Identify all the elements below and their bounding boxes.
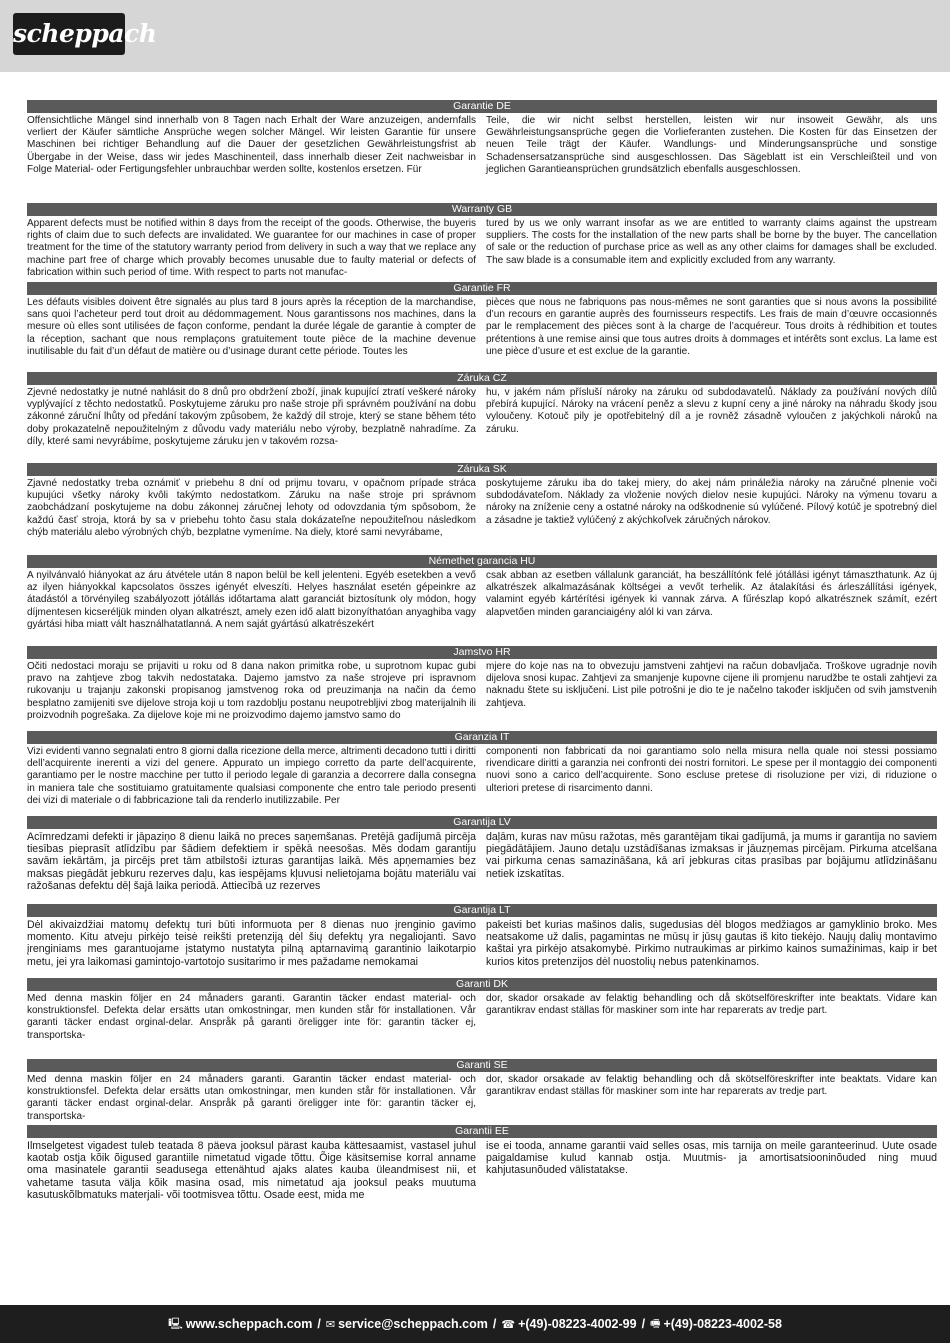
text-left-lt: Dėl akivaizdžiai matomų defektų turi būti informuota per 8 dienas nuo įrenginio gavimo momento. Kitu atveju pirkėjo teisė reikšti pretenziją dėl šių defektų yra negaliojanti. Savo įrenginiams mes garantuojame įstatymo nustatyta pilną aptarnavimą garantinio laikotarpio metu, jei yra laikomasi gamintojo-vartotojo susitarimo ir mes pažadame nemokamai — [27, 919, 476, 968]
warranty-document — [27, 100, 937, 1214]
envelope-icon: ✉ — [325, 1318, 336, 1331]
section-title-gb: Warranty GB — [27, 203, 937, 216]
section-garantija-lt — [27, 904, 937, 976]
section-title-cz: Záruka CZ — [27, 372, 937, 385]
section-spacer — [27, 1116, 937, 1125]
section-title-de: Garantie DE — [27, 100, 937, 113]
text-right-de: Teile, die wir nicht selbst herstellen, leisten wir nur insoweit Gewähr, als uns Gewährleistungsansprüche gegen die Vorlieferanten zustehen. Die Kosten für das Einsetzen der neuen Teile trägt der Käufer. Wandlungs- und Minderungsansprüche und sonstige Schadensersatzansprüche sind ausgeschlossen. Das Sägeblatt ist ein Verschleißteil und von jeglichen Garantieansprüchen grundsätzlich ebenfalls ausgeschlossen. — [486, 115, 937, 175]
text-left-hr: Očiti nedostaci moraju se prijaviti u roku od 8 dana nakon primitka robe, u suprotnom kupac gubi pravo na zahtjeve zbog takvih nedostataka. Dajemo jamstvo za naše strojeve pri ispravnom rukovanju u trajanju zakonski propisanog jamstvenog roka od preuzimanja na način da ćemo besplatno zamijeniti sve dijelove stroja koji u tom razdoblju postanu neupotrebljivi zbog materijalnih ili proizvodnih pogrešaka. Za dijelove koje mi ne proizvodimo dajemo jamstvo samo do — [27, 661, 476, 721]
text-right-lv: daļām, kuras nav mūsu ražotas, mēs garantējam tikai gadījumā, ja mums ir garantija no saviem piegādātājiem. Jauno detaļu uzstādīšanas izmaksas ir jāuzņemas pircējam. Pirkuma atcelšana vai pirkuma cenas samazināšana, kā arī jebkuras citas prasības par bojājumu atlīdzināšanu netiek izskatītas. — [486, 831, 937, 880]
computer-icon: 🖳 — [168, 1317, 183, 1330]
text-left-lv: Acīmredzami defekti ir jāpaziņo 8 dienu laikā no preces saņemšanas. Pretējā gadījumā pircēja tiesības pieprasīt atlīdzību par šādiem defektiem ir spēkā neesošas. Mēs dodam garantiju savām iekārtām, ja pircējs pret tām atbilstoši izturas garantijas laikā. Mēs apņemamies bez maksas piegādāt jebkuru rezerves daļu, kas iespējams kļuvusi nelietojama bojātu materiālu vai ražošanas defektu dēļ šajā laika periodā. Attiecībā uz rezerves — [27, 831, 476, 892]
section-title-sk: Záruka SK — [27, 463, 937, 476]
phone-number[interactable]: +(49)-08223-4002-99 — [518, 1317, 637, 1331]
telephone-icon: ☎ — [501, 1318, 516, 1331]
text-right-gb: tured by us we only warrant insofar as we are entitled to warranty claims against the upstream suppliers. The costs for the installation of the new parts shall be borne by the buyer. The cancellation of sale or the reduction of purchase price as well as any other claims for damages shall be excluded. The saw blade is a consumable item and explicitly excluded from any warranty. — [486, 218, 937, 266]
text-right-dk: dor, skador orsakade av felaktig behandling och då skötselföreskrifter inte beaktats. Vidare kan garantikrav endast ställas för maskiner som inte har reparerats av tredje part. — [486, 993, 937, 1017]
fax-number: +(49)-08223-4002-58 — [663, 1317, 782, 1331]
footer-separator: / — [641, 1317, 646, 1331]
text-right-fr: pièces que nous ne fabriquons pas nous-mêmes ne sont garanties que si nous avons la possibilité d’un recours en garantie auprès des fournisseurs respectifs. Les frais de main d’œuvre occasionnés par le remplacement des pièces sont à la charge de l’acquéreur. Tous droits à rédhibition et toutes prétentions à une remise ainsi que tous autres droits à dommages et intérêts sont exclus. La lame est une pièce d’usure et est exclue de la garantie. — [486, 297, 937, 357]
text-left-dk: Med denna maskin följer en 24 månaders garanti. Garantin täcker endast material- och konstruktionsfel. Defekta delar ersätts utan omkostningar, men kunden står för installationen. Vår garanti täcker endast orginal-delar. Anspråk på garanti öreligger inte för: garantin täcker ej, transportska- — [27, 993, 476, 1041]
text-left-se: Med denna maskin följer en 24 månaders garanti. Garantin täcker endast material- och konstruktionsfel. Defekta delar ersätts utan omkostningar, men kunden står för installationen. Vår garanti täcker endast orginal-delar. Anspråk på garanti öreligger inte för: garantin täcker ej, transportska- — [27, 1074, 476, 1122]
section-zaruka-cz — [27, 372, 937, 461]
section-garantie-fr — [27, 282, 937, 370]
section-zaruka-sk — [27, 463, 937, 553]
section-garanti-dk — [27, 978, 937, 1045]
section-title-hu: Némethet garancia HU — [27, 555, 937, 568]
section-garantija-lv — [27, 816, 937, 902]
section-title-ee: Garantii EE — [27, 1125, 937, 1138]
footer-separator: / — [492, 1317, 497, 1331]
text-right-it: componenti non fabbricati da noi garantiamo solo nella misura nella quale noi stessi possiamo rivendicare diritti a garanzia nei confronti dei nostri fornitori. Le spese per il montaggio dei componenti nuovi sono a carico dell’acquirente. Sono escluse pretese di risoluzione per vizi, di riduzione o ulteriori pretese di risarcimento danni. — [486, 746, 937, 794]
section-title-dk: Garanti DK — [27, 978, 937, 991]
text-right-se: dor, skador orsakade av felaktig behandling och då skötselföreskrifter inte beaktats. Vidare kan garantikrav endast ställas för maskiner som inte har reparerats av tredje part. — [486, 1074, 937, 1098]
fax-icon: 🖷 — [650, 1317, 661, 1330]
section-title-hr: Jamstvo HR — [27, 646, 937, 659]
text-left-sk: Zjavné nedostatky treba oznámiť v priebehu 8 dní od prijmu tovaru, v opačnom prípade stráca kupujúci všetky nároky kvôli takýmto nedostatkom. Záruku na naše stroje pri správnom zaobchádzaní poskytujeme na dobu zákonnej záručnej lehoty od odovzdania tým spôsobom, že každú časť stroja, ktorá by sa v priebehu tohto času stala dokázateľne nepoužiteľnou následkom chýb materiálu alebo výrobných chýb, bezplatne vymeníme. Na diely, ktoré sami nevyrábame, — [27, 478, 476, 538]
text-right-sk: poskytujeme záruku iba do takej miery, do akej nám prináležia nároky na záručné plnenie voči subdodávateľom. Náklady za vloženie nových dielov nesie kupujúci. Nároky na výmenu tovaru a nároky na zníženie ceny a ostatné nároky na odškodnenie sú vylúčené. Pílový kotúč je spotrebný diel a zásadne je taktiež vylúčený z akýchkoľvek záručných nárokov. — [486, 478, 937, 526]
section-garanti-se — [27, 1059, 937, 1122]
section-garantie-de — [27, 100, 937, 201]
text-left-hu: A nyilvánvaló hiányokat az áru átvétele után 8 napon belül be kell jelenteni. Egyéb esetekben a vevő az ilyen hiányokkal kapcsolatos összes igényét elveszíti. Helyes használat esetén gépeinkre az átadástól a törvényileg szabályozott jótállás időtartama alatt garanciát biztosítunk oly módon, hogy díjmentesen kicseréljük minden olyan alkatrészt, amely ezen idő alatt bizonyíthatóan anyaghiba vagy gyártási hiba miatt vált használhatatlanná. A nem saját gyártású alkatrészekért — [27, 570, 476, 630]
email-link[interactable]: service@scheppach.com — [338, 1317, 488, 1331]
text-left-cz: Zjevné nedostatky je nutné nahlásit do 8 dnů pro obdržení zboží, jinak kupující ztratí veškeré nároky vyplývající z těchto nedostatků. Poskytujeme záruku pro naše stroje při správném používání na dobu zákonné záruční lhůty od předání takovým způsobem, že každý díl stroje, který se stane během této doby prokazatelně nepoužitelným z důvodu vady materiálu nebo výroby, bezplatně nahradíme. Za díly, které sami nevyrábíme, poskytujeme záruku jen v takovém rozsa- — [27, 387, 476, 447]
text-left-de: Offensichtliche Mängel sind innerhalb von 8 Tagen nach Erhalt der Ware anzuzeigen, andernfalls verliert der Käufer sämtliche Ansprüche wegen solcher Mängel. Wir leisten Garantie für unsere Maschinen bei richtiger Behandlung auf die Dauer der gesetzlichen Gewährleistungsfrist ab Übergabe in der Weise, dass wir jedes Maschinenteil, dass innerhalb dieser Zeit nachweisbar in Folge Material- oder Fertigungsfehler unbrauchbar werden sollte, kostenlos ersetzen. Für — [27, 115, 476, 175]
text-left-it: Vizi evidenti vanno segnalati entro 8 giorni dalla ricezione della merce, altrimenti decadono tutti i diritti dell’acquirente inerenti a vizi del genere. Appurato un impiego corretto da parte dell’acquirente, garantiamo per le nostre macchine per tutto il periodo legale di garanzia a decorrere dalla consegna in maniera tale che sostituiamo gratuitamente qualsiasi componente che entro tale periodo presenti dei vizi di materiale o di fabbricazione tali da renderlo inutilizzabile. Per — [27, 746, 476, 806]
section-title-se: Garanti SE — [27, 1059, 937, 1072]
footer-separator: / — [317, 1317, 321, 1331]
section-spacer — [27, 1047, 937, 1059]
section-title-it: Garanzia IT — [27, 731, 937, 744]
scheppach-logo: scheppach — [13, 13, 125, 55]
section-title-lv: Garantija LV — [27, 816, 937, 829]
text-left-fr: Les défauts visibles doivent être signalés au plus tard 8 jours après la réception de la marchandise, sans quoi l’acheteur perd tout droit au dédommagement. Nous garantissons nos machines, dans la mesure où elles sont utilisées de façon conforme, pendant la durée légale de garantie à compter de la réception, sachant que nous remplaçons gratuitement toute pièce de la machine devenue inutilisable du fait d’un défaut de matière ou d’usinage durant cette période. Toutes les — [27, 297, 476, 357]
header-band — [0, 0, 950, 72]
text-right-cz: hu, v jakém nám přísluší nároky na záruku od subdodavatelů. Náklady za používání nových dílů přebírá kupující. Nároky na vrácení peněz a slevu z kupní ceny a jiné nároky na náhradu škody jsou vyloučeny. Kotouč pily je opotřebitelný díl a je rovněž zásadně vyloučen z jakýchkoli nároků na záruku. — [486, 387, 937, 435]
section-garanzia-it — [27, 731, 937, 814]
section-jamstvo-hr — [27, 646, 937, 729]
text-right-ee: ise ei tooda, anname garantii vaid selles osas, mis tarnija on meile garanteerinud. Uute osade paigaldamise kulud kannab ostja. Muutmis- ja amortisatsiooninõuded ning muud kahjutasunõuded välistatakse. — [486, 1140, 937, 1177]
contact-footer — [0, 1305, 950, 1343]
section-title-fr: Garantie FR — [27, 282, 937, 295]
section-garantii-ee — [27, 1125, 937, 1212]
section-garancia-hu — [27, 555, 937, 644]
text-right-hr: mjere do koje nas na to obvezuju jamstveni zahtjevi na račun dobavljača. Troškove ugradnje novih dijelova snosi kupac. Zahtjevi za smanjenje kupovne cijene ili promjenu narudžbe te ostali zahtjevi za naknadu štete su isključeni. List pile potrošni je dio te je načelno također isključen od svih jamstvenih zahtjeva. — [486, 661, 937, 709]
text-left-gb: Apparent defects must be notified within 8 days from the receipt of the goods. Otherwise, the buyeris rights of claim due to such defects are invalidated. We guarantee for our machines in case of proper treatment for the time of the statutory warranty period from delivery in such a way that we replace any machine part free of charge which provably becomes unusable due to faulty material or defects of fabrication within such period of time. With respect to parts not manufac- — [27, 218, 476, 278]
text-left-ee: Ilmselgetest vigadest tuleb teatada 8 päeva jooksul pärast kauba kättesaamist, vastasel juhul kaotab ostja kõik õigused garantiile nimetatud vigade tõttu. Õige käsitsemise korral anname oma masinatele garantii seadusega ettenähtud ajaks alates kauba üleandmisest nii, et vahetame tasuta välja kõik masina osad, mis nimetatud aja jooksul peaks muutuma kasutuskõlbmatuks materjali- või tootmisvea tõttu. Osade eest, mida me — [27, 1140, 476, 1201]
text-right-lt: pakeisti bet kurias mašinos dalis, sugedusias dėl blogos medžiagos ar gamyklinio broko. Mes neatsakome už dalis, pagamintas ne mūsų ir jūsų gautas iš kito tiekėjo. Naujų dalių montavimo kaštai yra pirkėjo atsakomybė. Pirkimo nutraukimas ar pirkimo kainos sumažinimas, kaip ir bet kurios kitos pretenzijos dėl nuostolių nebus patenkinamos. — [486, 919, 937, 968]
text-right-hu: csak abban az esetben vállalunk garanciát, ha beszállítónk felé jótállási igényt támaszthatunk. Az új alkatrészek alkalmazásának költségei a vevőt terhelik. Az átalakítási és árleszállítási igények, valamint egyéb kártérítési igények ki vannak zárva. A fűrészlap kopó alkatrésznek számít, ezért alapvetően minden garanciaigény alól ki van zárva. — [486, 570, 937, 618]
website-link[interactable]: www.scheppach.com — [185, 1317, 313, 1331]
section-warranty-gb — [27, 203, 937, 280]
section-title-lt: Garantija LT — [27, 904, 937, 917]
